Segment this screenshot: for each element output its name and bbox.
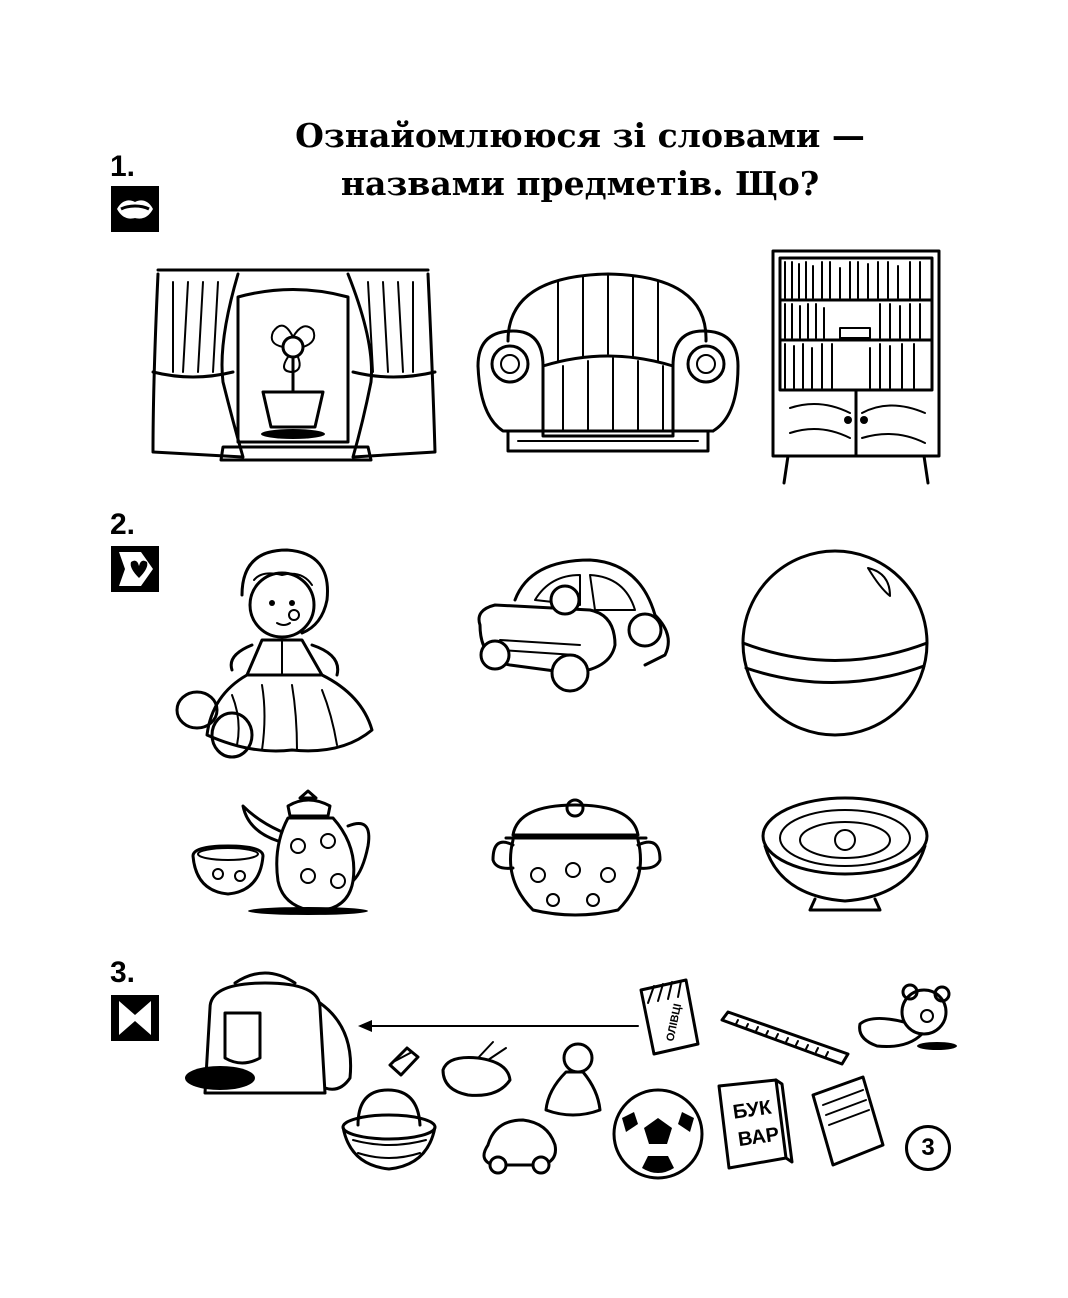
basket-picture — [338, 1085, 440, 1173]
notebook-picture — [808, 1075, 888, 1167]
primer-book-picture — [714, 1078, 794, 1172]
primer-title-line-1: БУК — [731, 1096, 773, 1124]
pencils-box-label: ОЛІВЦІ — [664, 1002, 685, 1043]
mouth-icon — [111, 186, 159, 232]
exercise-number-2: 2. — [110, 508, 136, 541]
heart-eye-icon — [111, 546, 159, 592]
teddy-bear-picture — [852, 984, 962, 1054]
arrow-line — [358, 1018, 640, 1034]
teapot-picture — [188, 786, 373, 916]
primer-title-line-2: ВАР — [736, 1123, 781, 1152]
pot-picture — [488, 790, 663, 920]
ball-picture — [740, 548, 930, 738]
football-picture — [612, 1088, 704, 1180]
ruler-picture — [718, 1010, 852, 1066]
page-title — [280, 112, 880, 208]
title-line-2: назвами предметів. Що? — [340, 164, 820, 203]
window-picture — [143, 262, 443, 472]
backpack-picture — [180, 968, 360, 1108]
exercise-number-1: 1. — [110, 150, 136, 183]
toy-car-picture — [470, 555, 680, 695]
bookcase-picture — [770, 248, 942, 486]
eraser-picture — [385, 1045, 421, 1079]
bowl-picture — [760, 796, 930, 914]
page-number: 3 — [905, 1125, 951, 1171]
armchair-picture — [468, 266, 748, 461]
pencils-box-picture — [636, 978, 702, 1056]
bowtie-icon — [111, 995, 159, 1041]
small-car-picture — [473, 1115, 563, 1175]
exercise-number-3: 3. — [110, 956, 136, 989]
pencil-case-picture — [438, 1040, 518, 1100]
small-doll-picture — [538, 1040, 608, 1120]
title-line-1: Ознайомлююся зі словами — — [295, 116, 865, 155]
doll-picture — [172, 545, 382, 765]
